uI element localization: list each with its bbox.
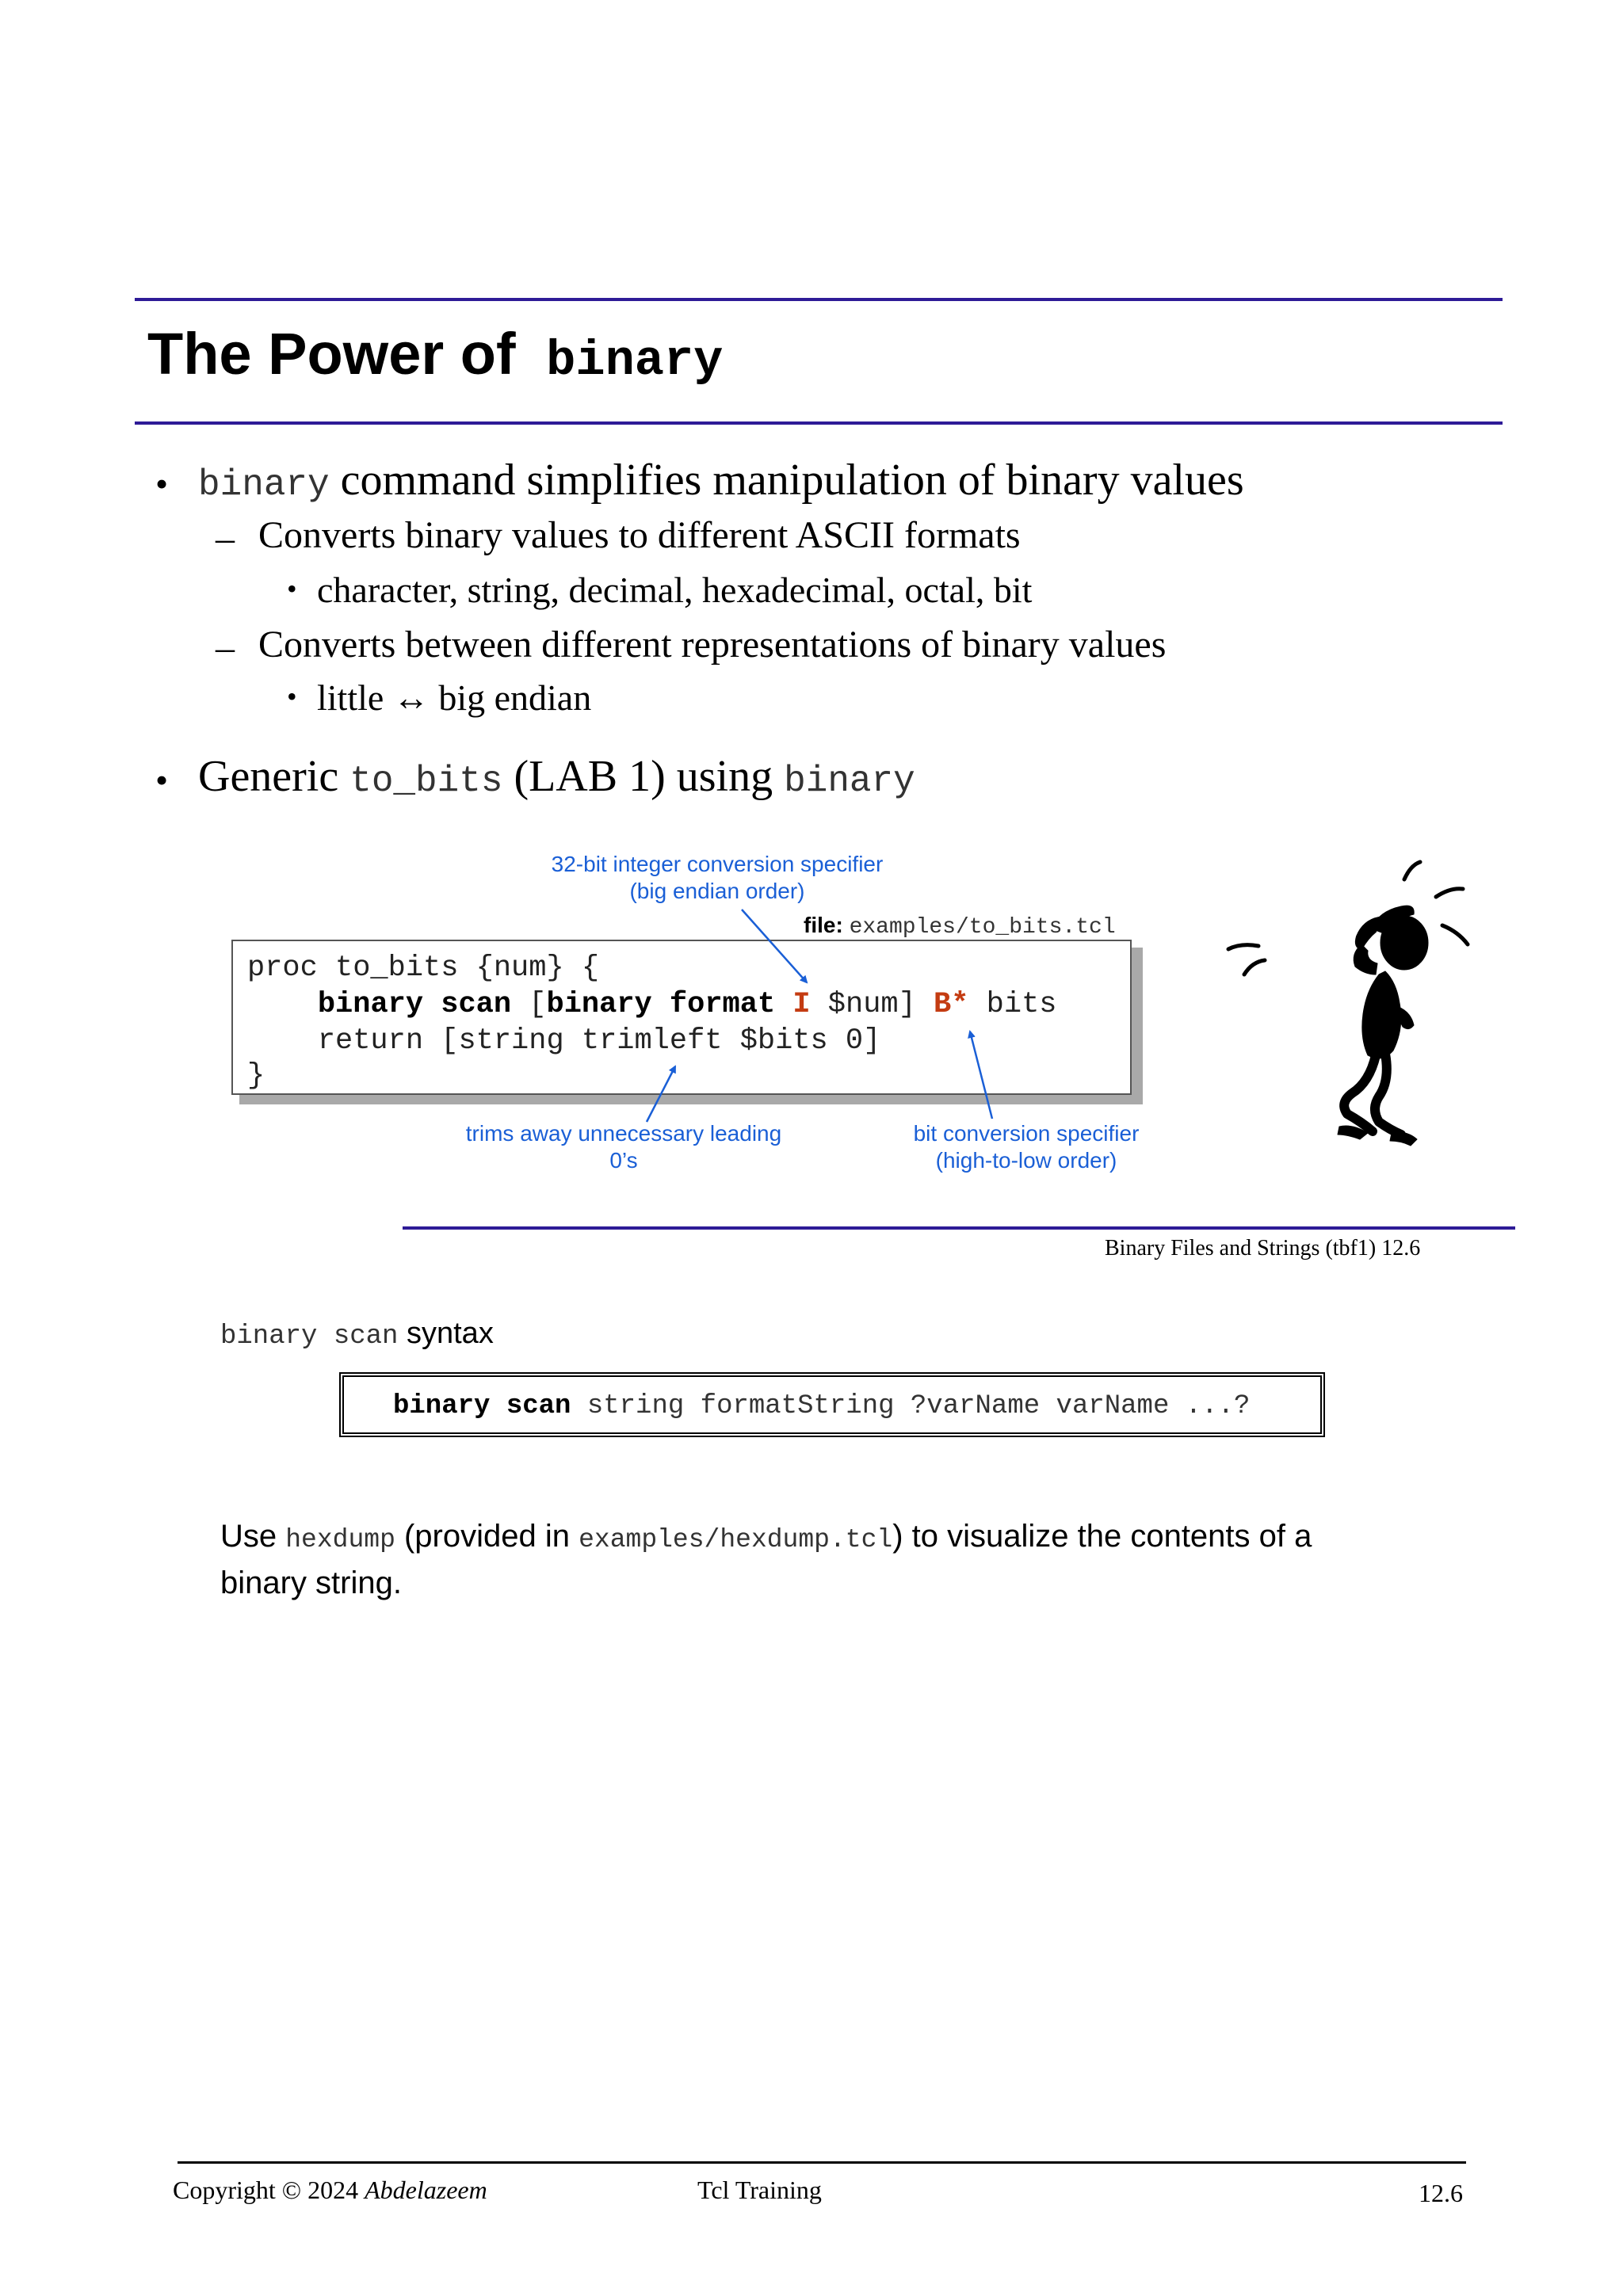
code-format-B-star: B*: [934, 988, 969, 1021]
syntax-heading-text: syntax: [398, 1317, 494, 1350]
arrow-icon: [970, 1032, 992, 1119]
code-text: bits: [968, 988, 1057, 1021]
usage-paragraph: [220, 1515, 1393, 1604]
bullet-2-mid: (LAB 1) using: [502, 752, 785, 801]
usage-text: ) to visualize the contents of a binary string.: [220, 1519, 1312, 1600]
code-format-I: I: [792, 988, 811, 1021]
code-line-1: proc to_bits {num} {: [247, 952, 600, 985]
annotation-bit-spec-line1: bit conversion specifier: [913, 1121, 1140, 1146]
code-line-3: return [string trimleft $bits 0]: [247, 1024, 881, 1058]
usage-text: Use: [220, 1519, 286, 1554]
bullet-2-code-to-bits: to_bits: [349, 761, 503, 802]
file-label-caption: file:: [804, 913, 843, 937]
annotation-trim-line1: trims away unnecessary leading: [465, 1121, 782, 1146]
page-footer-rule: [178, 2161, 1466, 2164]
footer-center: Tcl Training: [697, 2176, 822, 2204]
title-text: The Power of: [147, 321, 533, 387]
syntax-args: string formatString ?varName varName ...?: [571, 1391, 1251, 1421]
bullet-marker: •: [155, 463, 169, 504]
code-keyword-binary-scan: binary scan: [317, 988, 512, 1021]
footer-copyright-text: Copyright © 2024: [173, 2176, 365, 2204]
code-keyword-binary-format: binary format: [546, 988, 776, 1021]
annotation-trim-line2: 0’s: [609, 1148, 638, 1173]
usage-code-path: examples/hexdump.tcl: [579, 1525, 893, 1554]
syntax-text: [393, 1391, 1250, 1421]
dot-marker: •: [287, 681, 297, 712]
bullet-1-sub-1: Converts binary values to different ASCII formats: [258, 514, 1021, 556]
bullet-1-text: command simplifies manipulation of binary values: [329, 456, 1244, 505]
annotation-bit-spec-line2: (high-to-low order): [935, 1148, 1117, 1173]
arrow-icon: [647, 1066, 675, 1122]
code-text: $num]: [810, 988, 934, 1021]
bullet-2-code-binary: binary: [784, 761, 915, 802]
bullet-1-sub-2-item: little ↔ big endian: [317, 677, 592, 718]
bullet-1-code: binary: [198, 464, 330, 505]
arrow-icon: [742, 910, 807, 982]
bullet-1-sub-1-item: character, string, decimal, hexadecimal, octal, bit: [317, 570, 1033, 610]
slide-footer-caption: Binary Files and Strings (tbf1) 12.6: [1105, 1236, 1421, 1261]
usage-code-hexdump: hexdump: [285, 1525, 395, 1554]
dash-marker: –: [216, 627, 235, 669]
bullet-2-pre: Generic: [198, 752, 350, 801]
slide-footer-rule: [403, 1226, 1515, 1230]
title-code: binary: [546, 333, 724, 389]
code-text: [: [511, 988, 547, 1021]
usage-text: (provided in: [395, 1519, 579, 1554]
bullet-1-sub-2: Converts between different representations of binary values: [258, 624, 1167, 666]
bullet-marker: •: [155, 760, 169, 800]
annotation-int-spec-line1: 32-bit integer conversion specifier: [551, 852, 884, 876]
file-label-path: examples/to_bits.tcl: [849, 915, 1116, 940]
dot-marker: •: [287, 573, 297, 605]
syntax-command: binary scan: [393, 1391, 571, 1421]
syntax-box: [339, 1372, 1325, 1437]
syntax-heading: [220, 1318, 494, 1350]
code-line-4: }: [247, 1059, 265, 1093]
footer-page-number: 12.6: [1419, 2179, 1463, 2207]
syntax-heading-code: binary scan: [220, 1322, 399, 1352]
footer-author: Abdelazeem: [365, 2176, 487, 2204]
annotation-int-spec-line2: (big endian order): [629, 879, 805, 903]
dash-marker: –: [216, 517, 235, 559]
stick-figure-clipart-icon: [1220, 856, 1490, 1157]
footer-copyright: [173, 2177, 487, 2203]
